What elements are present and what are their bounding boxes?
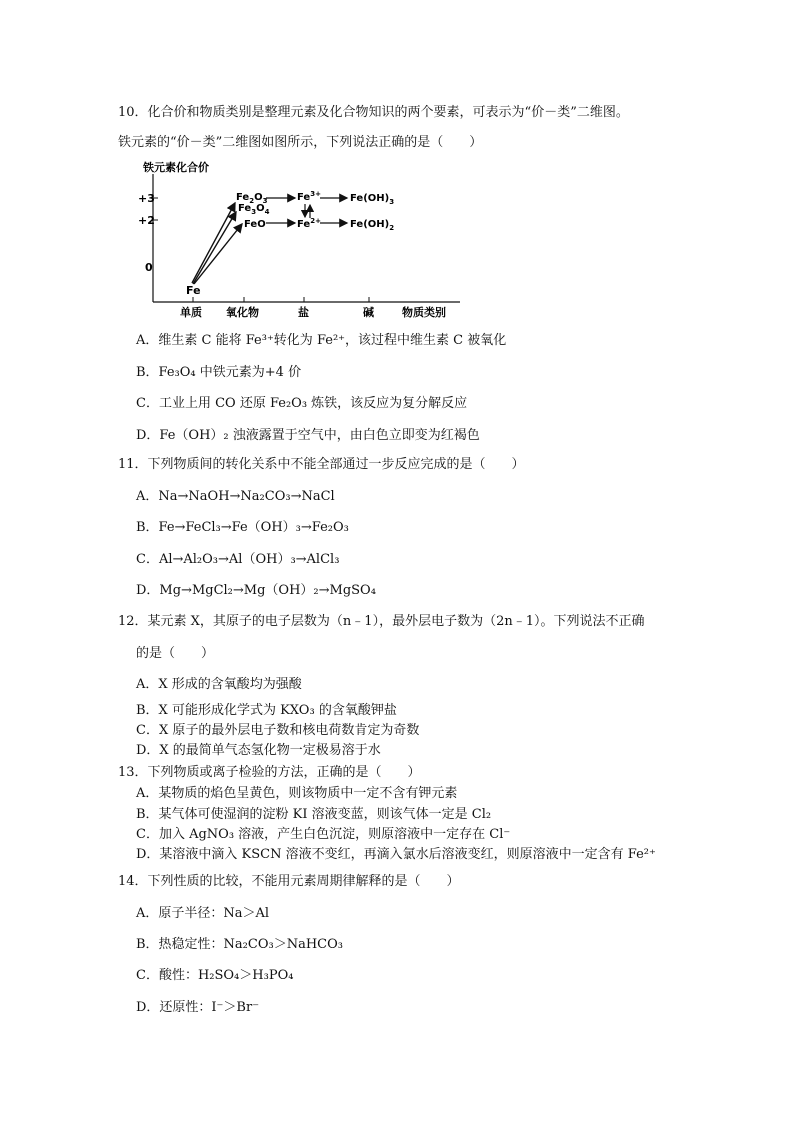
q10-option-c: C．工业上用 CO 还原 Fe₂O₃ 炼铁，该反应为复分解反应 bbox=[136, 396, 468, 411]
q12-stem-line2: 的是（ ） bbox=[136, 646, 215, 661]
q11-option-c: C．Al→Al₂O₃→Al（OH）₃→AlCl₃ bbox=[136, 552, 340, 567]
node-fe: Fe bbox=[186, 284, 201, 297]
node-fe2-ion: $Fe^{2+}$ bbox=[297, 217, 321, 230]
q13-option-d: D．某溶液中滴入 KSCN 溶液不变红，再滴入氯水后溶液变红，则原溶液中一定含有 Fe²⁺ bbox=[136, 847, 656, 862]
q13-option-a: A．某物质的焰色呈黄色，则该物质中一定不含有钾元素 bbox=[136, 786, 458, 801]
x-tick-label: 氧化物 bbox=[226, 306, 259, 319]
node-fe3-ion: $Fe^{3+}$ bbox=[297, 190, 321, 203]
iron-valence-class-diagram bbox=[140, 160, 470, 320]
q12-option-c: C．X 原子的最外层电子数和核电荷数肯定为奇数 bbox=[136, 723, 420, 738]
q14-option-d: D．还原性：I⁻＞Br⁻ bbox=[136, 1000, 260, 1015]
y-tick-label: 0 bbox=[145, 261, 153, 274]
arrow-fe-to-fe2o3 bbox=[192, 203, 235, 283]
y-axis-title: 铁元素化合价 bbox=[143, 161, 209, 174]
q12-option-a: A．X 形成的含氧酸均为强酸 bbox=[136, 677, 302, 692]
q12-option-b: B．X 可能形成化学式为 KXO₃ 的含氧酸钾盐 bbox=[136, 703, 397, 718]
x-tick-label: 单质 bbox=[180, 306, 202, 319]
arrow-fe-to-feo bbox=[194, 224, 242, 284]
q14-option-b: B．热稳定性：Na₂CO₃＞NaHCO₃ bbox=[136, 937, 343, 952]
q11-stem: 11．下列物质间的转化关系中不能全部通过一步反应完成的是（ ） bbox=[118, 457, 525, 472]
q14-option-a: A．原子半径：Na＞Al bbox=[136, 906, 270, 921]
node-fe2o3: $Fe_2O_3$ bbox=[236, 192, 268, 205]
x-tick-label: 盐 bbox=[298, 306, 309, 319]
q12-option-d: D．X 的最简单气态氢化物一定极易溶于水 bbox=[136, 743, 381, 758]
q11-option-b: B．Fe→FeCl₃→Fe（OH）₃→Fe₂O₃ bbox=[136, 520, 349, 535]
y-tick-label: +2 bbox=[138, 214, 155, 227]
q10-option-a: A．维生素 C 能将 Fe³⁺转化为 Fe²⁺，该过程中维生素 C 被氧化 bbox=[136, 333, 507, 348]
q13-stem: 13．下列物质或离子检验的方法，正确的是（ ） bbox=[118, 765, 421, 780]
q10-option-b: B．Fe₃O₄ 中铁元素为+4 价 bbox=[136, 365, 302, 380]
q14-option-c: C．酸性：H₂SO₄＞H₃PO₄ bbox=[136, 968, 294, 983]
q11-option-a: A．Na→NaOH→Na₂CO₃→NaCl bbox=[136, 489, 335, 504]
q10-stem-line1: 10．化合价和物质类别是整理元素及化合物知识的两个要素，可表示为“价－类”二维图。 bbox=[118, 105, 629, 120]
q10-stem-line2: 铁元素的“价－类”二维图如图所示，下列说法正确的是（ ） bbox=[118, 135, 483, 150]
x-axis-title: 物质类别 bbox=[402, 306, 446, 319]
q10-option-d: D．Fe（OH）₂ 浊液露置于空气中，由白色立即变为红褐色 bbox=[136, 428, 480, 443]
arrow-fe-to-fe3o4 bbox=[193, 212, 236, 284]
node-feoh3: $Fe(OH)_3$ bbox=[350, 193, 395, 206]
node-feo: FeO bbox=[244, 219, 266, 230]
y-tick-label: +3 bbox=[138, 192, 155, 205]
node-feoh2: $Fe(OH)_2$ bbox=[350, 219, 395, 232]
q13-option-b: B．某气体可使湿润的淀粉 KI 溶液变蓝，则该气体一定是 Cl₂ bbox=[136, 807, 492, 822]
q14-stem: 14．下列性质的比较，不能用元素周期律解释的是（ ） bbox=[118, 874, 460, 889]
q13-option-c: C．加入 AgNO₃ 溶液，产生白色沉淀，则原溶液中一定存在 Cl⁻ bbox=[136, 827, 511, 842]
x-tick-label: 碱 bbox=[363, 306, 374, 319]
q12-stem-line1: 12．某元素 X，其原子的电子层数为（n﹣1），最外层电子数为（2n﹣1）。下列说法不正确 bbox=[118, 614, 645, 629]
node-fe3o4: $Fe_3O_4$ bbox=[238, 203, 270, 216]
q11-option-d: D．Mg→MgCl₂→Mg（OH）₂→MgSO₄ bbox=[136, 583, 376, 598]
